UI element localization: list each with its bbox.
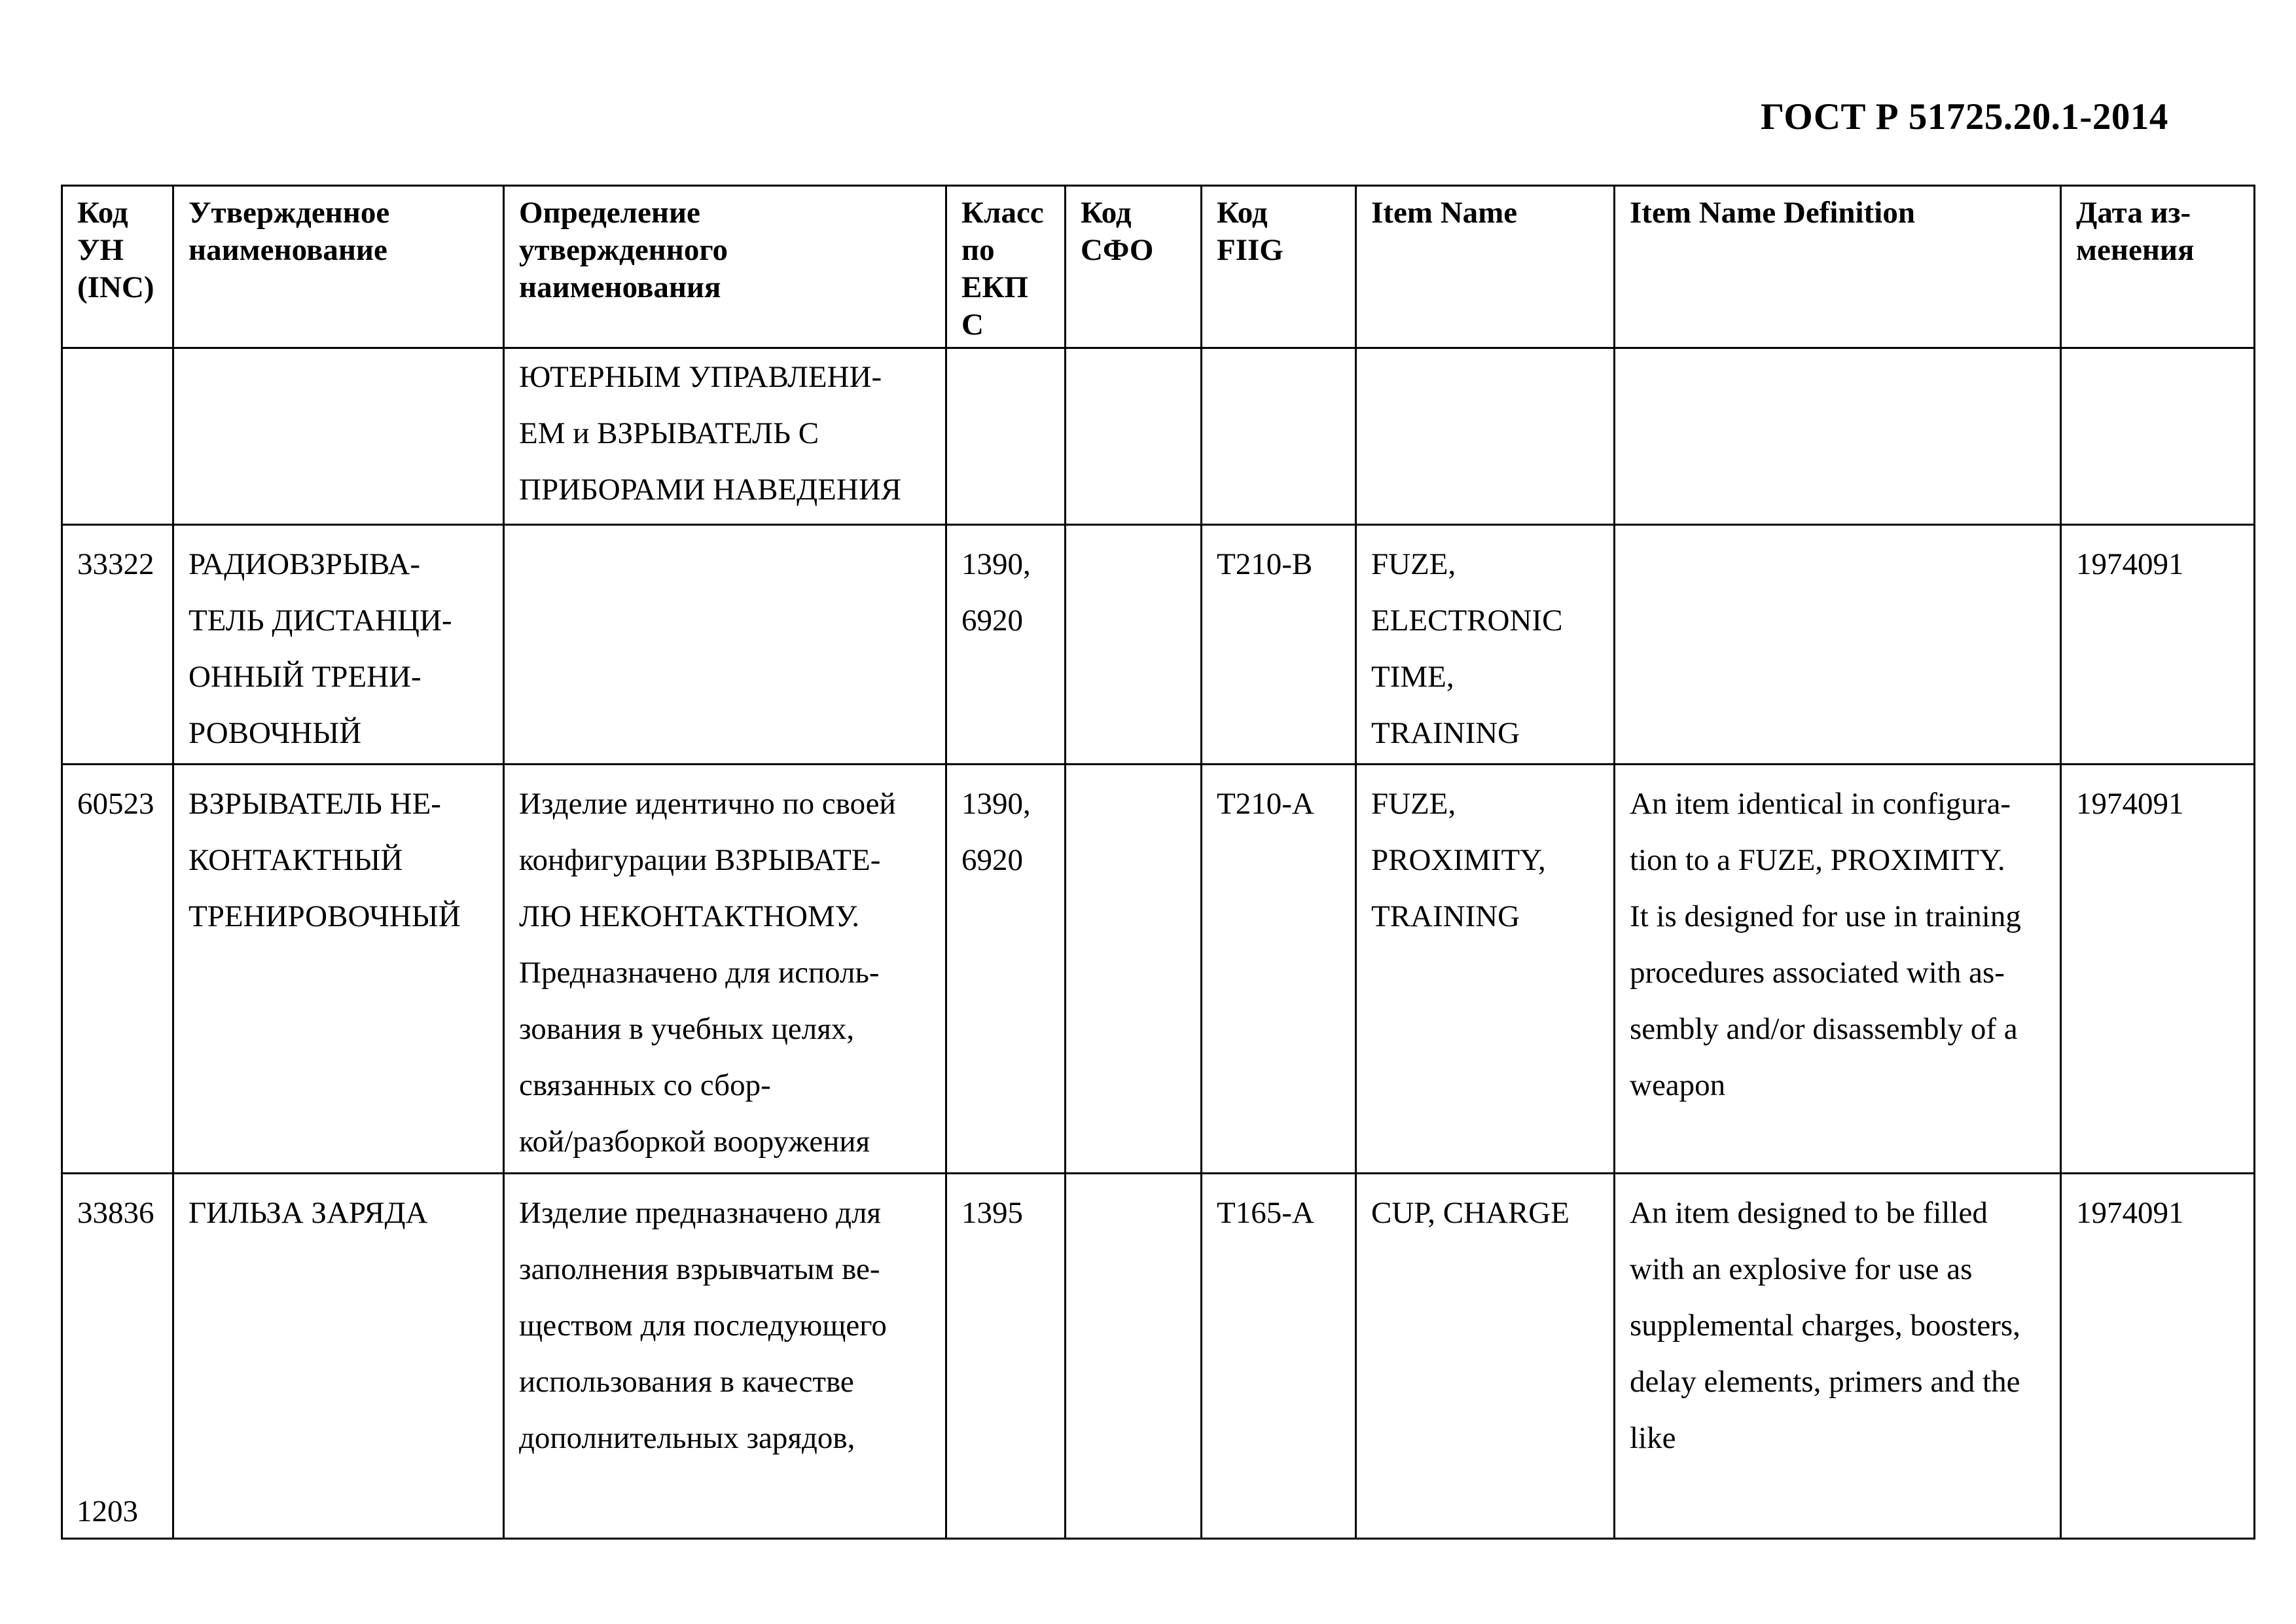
cell-fiig: T210-A — [1202, 765, 1356, 1174]
cell-fiig — [1202, 348, 1356, 525]
cell-name: РАДИОВЗРЫВА- ТЕЛЬ ДИСТАНЦИ- ОННЫЙ ТРЕНИ- РОВОЧНЫЙ — [173, 525, 504, 765]
cell-sfo — [1066, 348, 1202, 525]
cell-item-definition: An item designed to be filled with an explosive for use as supplemental charges, boosters, delay elements, primers and the like — [1615, 1174, 2061, 1539]
col-header-inc: Код УН (INC) — [62, 186, 173, 348]
page-number: 1203 — [77, 1494, 138, 1528]
table-header-row — [62, 186, 2255, 348]
cell-item-name: FUZE, ELECTRONIC TIME, TRAINING — [1356, 525, 1615, 765]
col-header-item-name-definition: Item Name Definition — [1615, 186, 2061, 348]
cell-name: ВЗРЫВАТЕЛЬ НЕ- КОНТАКТНЫЙ ТРЕНИРОВОЧНЫЙ — [173, 765, 504, 1174]
table-row — [62, 765, 2255, 1174]
table-row — [62, 348, 2255, 525]
document-id: ГОСТ Р 51725.20.1-2014 — [1761, 96, 2168, 137]
cell-class: 1390, 6920 — [946, 525, 1066, 765]
cell-inc: 33836 — [62, 1174, 173, 1539]
col-header-fiig: Код FIIG — [1202, 186, 1356, 348]
cell-class — [946, 348, 1066, 525]
col-header-class: Класс по ЕКП С — [946, 186, 1066, 348]
cell-definition: ЮТЕРНЫМ УПРАВЛЕНИ- ЕМ и ВЗРЫВАТЕЛЬ С ПРИБОРАМИ НАВЕДЕНИЯ — [504, 348, 946, 525]
cell-sfo — [1066, 765, 1202, 1174]
cell-fiig: T165-A — [1202, 1174, 1356, 1539]
items-table — [61, 185, 2255, 1540]
cell-item-name: FUZE, PROXIMITY, TRAINING — [1356, 765, 1615, 1174]
cell-name — [173, 348, 504, 525]
cell-date: 1974091 — [2061, 765, 2255, 1174]
cell-sfo — [1066, 525, 1202, 765]
cell-date — [2061, 348, 2255, 525]
cell-sfo — [1066, 1174, 1202, 1539]
cell-item-definition — [1615, 348, 2061, 525]
cell-item-definition: An item identical in configura- tion to a FUZE, PROXIMITY. It is designed for use in training procedures associated with as- sembly and/or disassembly of a weapon — [1615, 765, 2061, 1174]
col-header-sfo: Код СФО — [1066, 186, 1202, 348]
table-row — [62, 525, 2255, 765]
table-row — [62, 1174, 2255, 1539]
cell-inc: 60523 — [62, 765, 173, 1174]
col-header-approved-name: Утвержденное наименование — [173, 186, 504, 348]
cell-definition — [504, 525, 946, 765]
col-header-name-definition: Определение утвержденного наименования — [504, 186, 946, 348]
cell-date: 1974091 — [2061, 525, 2255, 765]
cell-inc — [62, 348, 173, 525]
cell-name: ГИЛЬЗА ЗАРЯДА — [173, 1174, 504, 1539]
cell-inc: 33322 — [62, 525, 173, 765]
cell-class: 1390, 6920 — [946, 765, 1066, 1174]
cell-item-name — [1356, 348, 1615, 525]
cell-definition: Изделие предназначено для заполнения взрывчатым ве- ществом для последующего использования в качестве дополнительных зарядов, — [504, 1174, 946, 1539]
col-header-item-name: Item Name — [1356, 186, 1615, 348]
cell-item-definition — [1615, 525, 2061, 765]
cell-item-name: CUP, CHARGE — [1356, 1174, 1615, 1539]
cell-definition: Изделие идентично по своей конфигурации ВЗРЫВАТЕ- ЛЮ НЕКОНТАКТНОМУ. Предназначено для исполь- зования в учебных целях, связанных со сбор- кой/разборкой вооружения — [504, 765, 946, 1174]
cell-fiig: T210-B — [1202, 525, 1356, 765]
cell-class: 1395 — [946, 1174, 1066, 1539]
col-header-change-date: Дата из- менения — [2061, 186, 2255, 348]
cell-date: 1974091 — [2061, 1174, 2255, 1539]
